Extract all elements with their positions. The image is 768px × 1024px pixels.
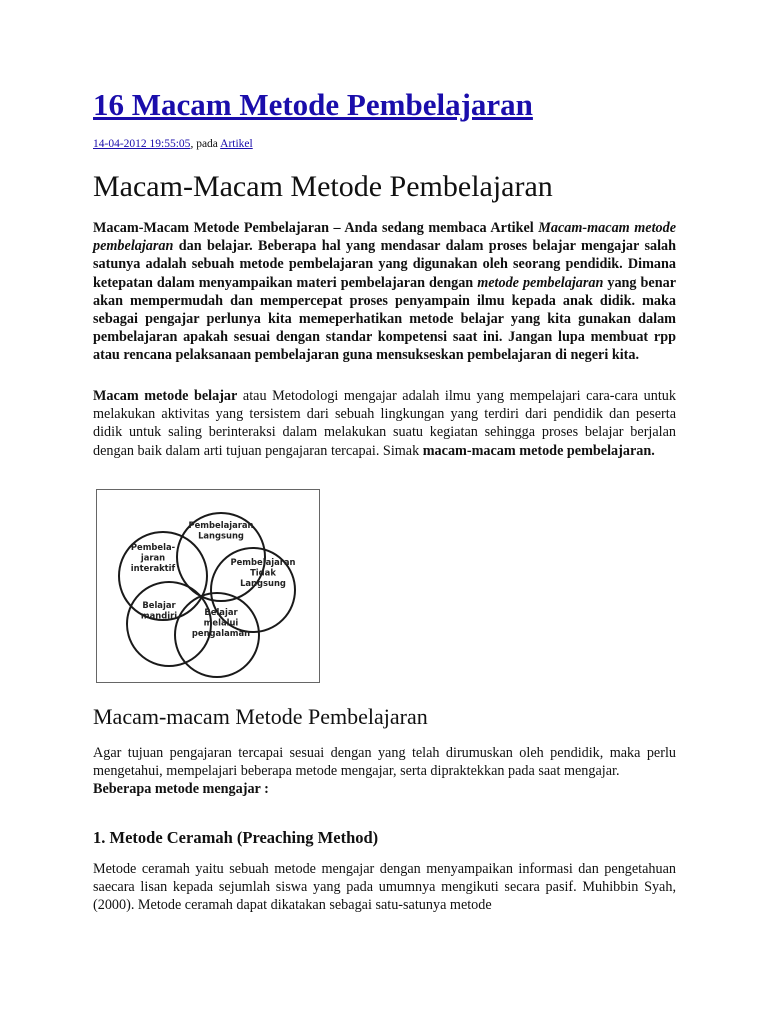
- intro-italic-1: Macam-macam metode pembelajaran: [93, 220, 676, 255]
- circle-pengalaman-label-line: Belajar: [204, 607, 238, 617]
- circle-langsung-label-line: Pembelajaran: [188, 520, 254, 530]
- definition-paragraph: [93, 387, 676, 460]
- circle-interaktif-label-line: Pembela-: [130, 542, 176, 552]
- methods-diagram: [96, 489, 320, 683]
- intro-paragraph: [93, 219, 676, 365]
- post-date-link[interactable]: 14-04-2012 19:55:05: [93, 138, 191, 150]
- circle-mandiri: [127, 582, 211, 666]
- methods-diagram-svg: [97, 490, 319, 682]
- intro-italic-2: metode pembelajaran: [477, 274, 604, 291]
- circle-tidak-langsung-label-line: Langsung: [240, 578, 286, 588]
- method-1-heading: 1. Metode Ceramah (Preaching Method): [93, 828, 379, 847]
- intro-text-1: Macam-Macam Metode Pembelajaran – Anda sedang membaca Artikel: [93, 220, 539, 236]
- methods-intro-body: Agar tujuan pengajaran tercapai sesuai dengan yang telah dirumuskan oleh pendidik, maka perlu mengetahui, mempelajari beberapa metode mengajar, serta dipraktekkan pada saat mengajar.: [93, 745, 676, 780]
- post-meta-separator: , pada: [190, 138, 221, 150]
- circle-tidak-langsung-label: [230, 557, 295, 588]
- methods-intro-lead: Beberapa metode mengajar :: [93, 781, 269, 798]
- intro-text-3: yang benar akan mempermudah dan mempercepat proses penyampain ilmu kepada anak didik. maka sebagai pengajar perlunya kita memeperhatikan metode belajar yang kita gunakan dalam pembelajaran apakah sesuai dengan standar kompetensi saat ini. Jangan lupa membuat rpp atau rencana pelaksanaan pembelajaran guna mensukseskan pembelajaran di negeri kita.: [93, 274, 676, 364]
- circle-langsung-label: [188, 520, 253, 541]
- circle-mandiri-label-line: Belajar: [142, 600, 176, 610]
- intro-text-2: dan belajar. Beberapa hal yang mendasar dalam proses belajar mengajar salah satunya adalah sebuah metode pembelajaran yang digunakan oleh seorang pendidik. Dimana ketepatan dalam menyampaikan materi pembelajaran dengan: [93, 238, 676, 291]
- circle-langsung-label-line: Langsung: [198, 530, 244, 541]
- definition-lead: Macam metode belajar: [93, 388, 238, 404]
- section-heading: Macam-macam Metode Pembelajaran: [93, 704, 428, 729]
- circle-interaktif-label-line: interaktif: [130, 563, 176, 573]
- definition-tail: macam-macam metode pembelajaran.: [422, 442, 655, 459]
- circle-mandiri-label: [141, 600, 177, 621]
- circle-pengalaman-label-line: melalui: [203, 617, 239, 628]
- article-title-link[interactable]: [93, 86, 533, 124]
- definition-body: atau Metodologi mengajar adalah ilmu yang mempelajari cara-cara untuk melakukan aktivitas yang tersistem dari sebuah lingkungan yang terdiri dari pendidik dan peserta didik untuk saling berinteraksi dalam melakukan suatu kegiatan sehingga proses belajar berjalan dengan baik dalam arti tujuan pengajaran tercapai. Simak: [93, 388, 676, 459]
- method-1-paragraph: Metode ceramah yaitu sebuah metode mengajar dengan menyampaikan informasi dan pengetahuan saecara lisan kepada sejumlah siswa yang pada umumnya mengikuti secara pasif. Muhibbin Syah, (2000). Metode ceramah dapat dikatakan sebagai satu-satunya metode: [93, 861, 676, 914]
- main-heading: Macam-Macam Metode Pembelajaran: [93, 170, 553, 203]
- circle-tidak-langsung-label-line: Tidak: [250, 567, 276, 578]
- circle-interaktif-label-line: jaran: [140, 552, 166, 563]
- article-title-anchor[interactable]: 16 Macam Metode Pembelajaran: [93, 87, 533, 122]
- category-link[interactable]: Artikel: [220, 138, 253, 150]
- circle-pengalaman-label: [192, 607, 250, 638]
- circle-pengalaman-label-line: pengalaman: [191, 628, 251, 638]
- circle-mandiri-label-line: mandiri: [140, 610, 178, 621]
- post-meta: [93, 137, 253, 151]
- circle-tidak-langsung-label-line: Pembelajaran: [230, 557, 296, 567]
- circle-interaktif-label: [131, 542, 176, 573]
- methods-intro-paragraph: [93, 744, 676, 799]
